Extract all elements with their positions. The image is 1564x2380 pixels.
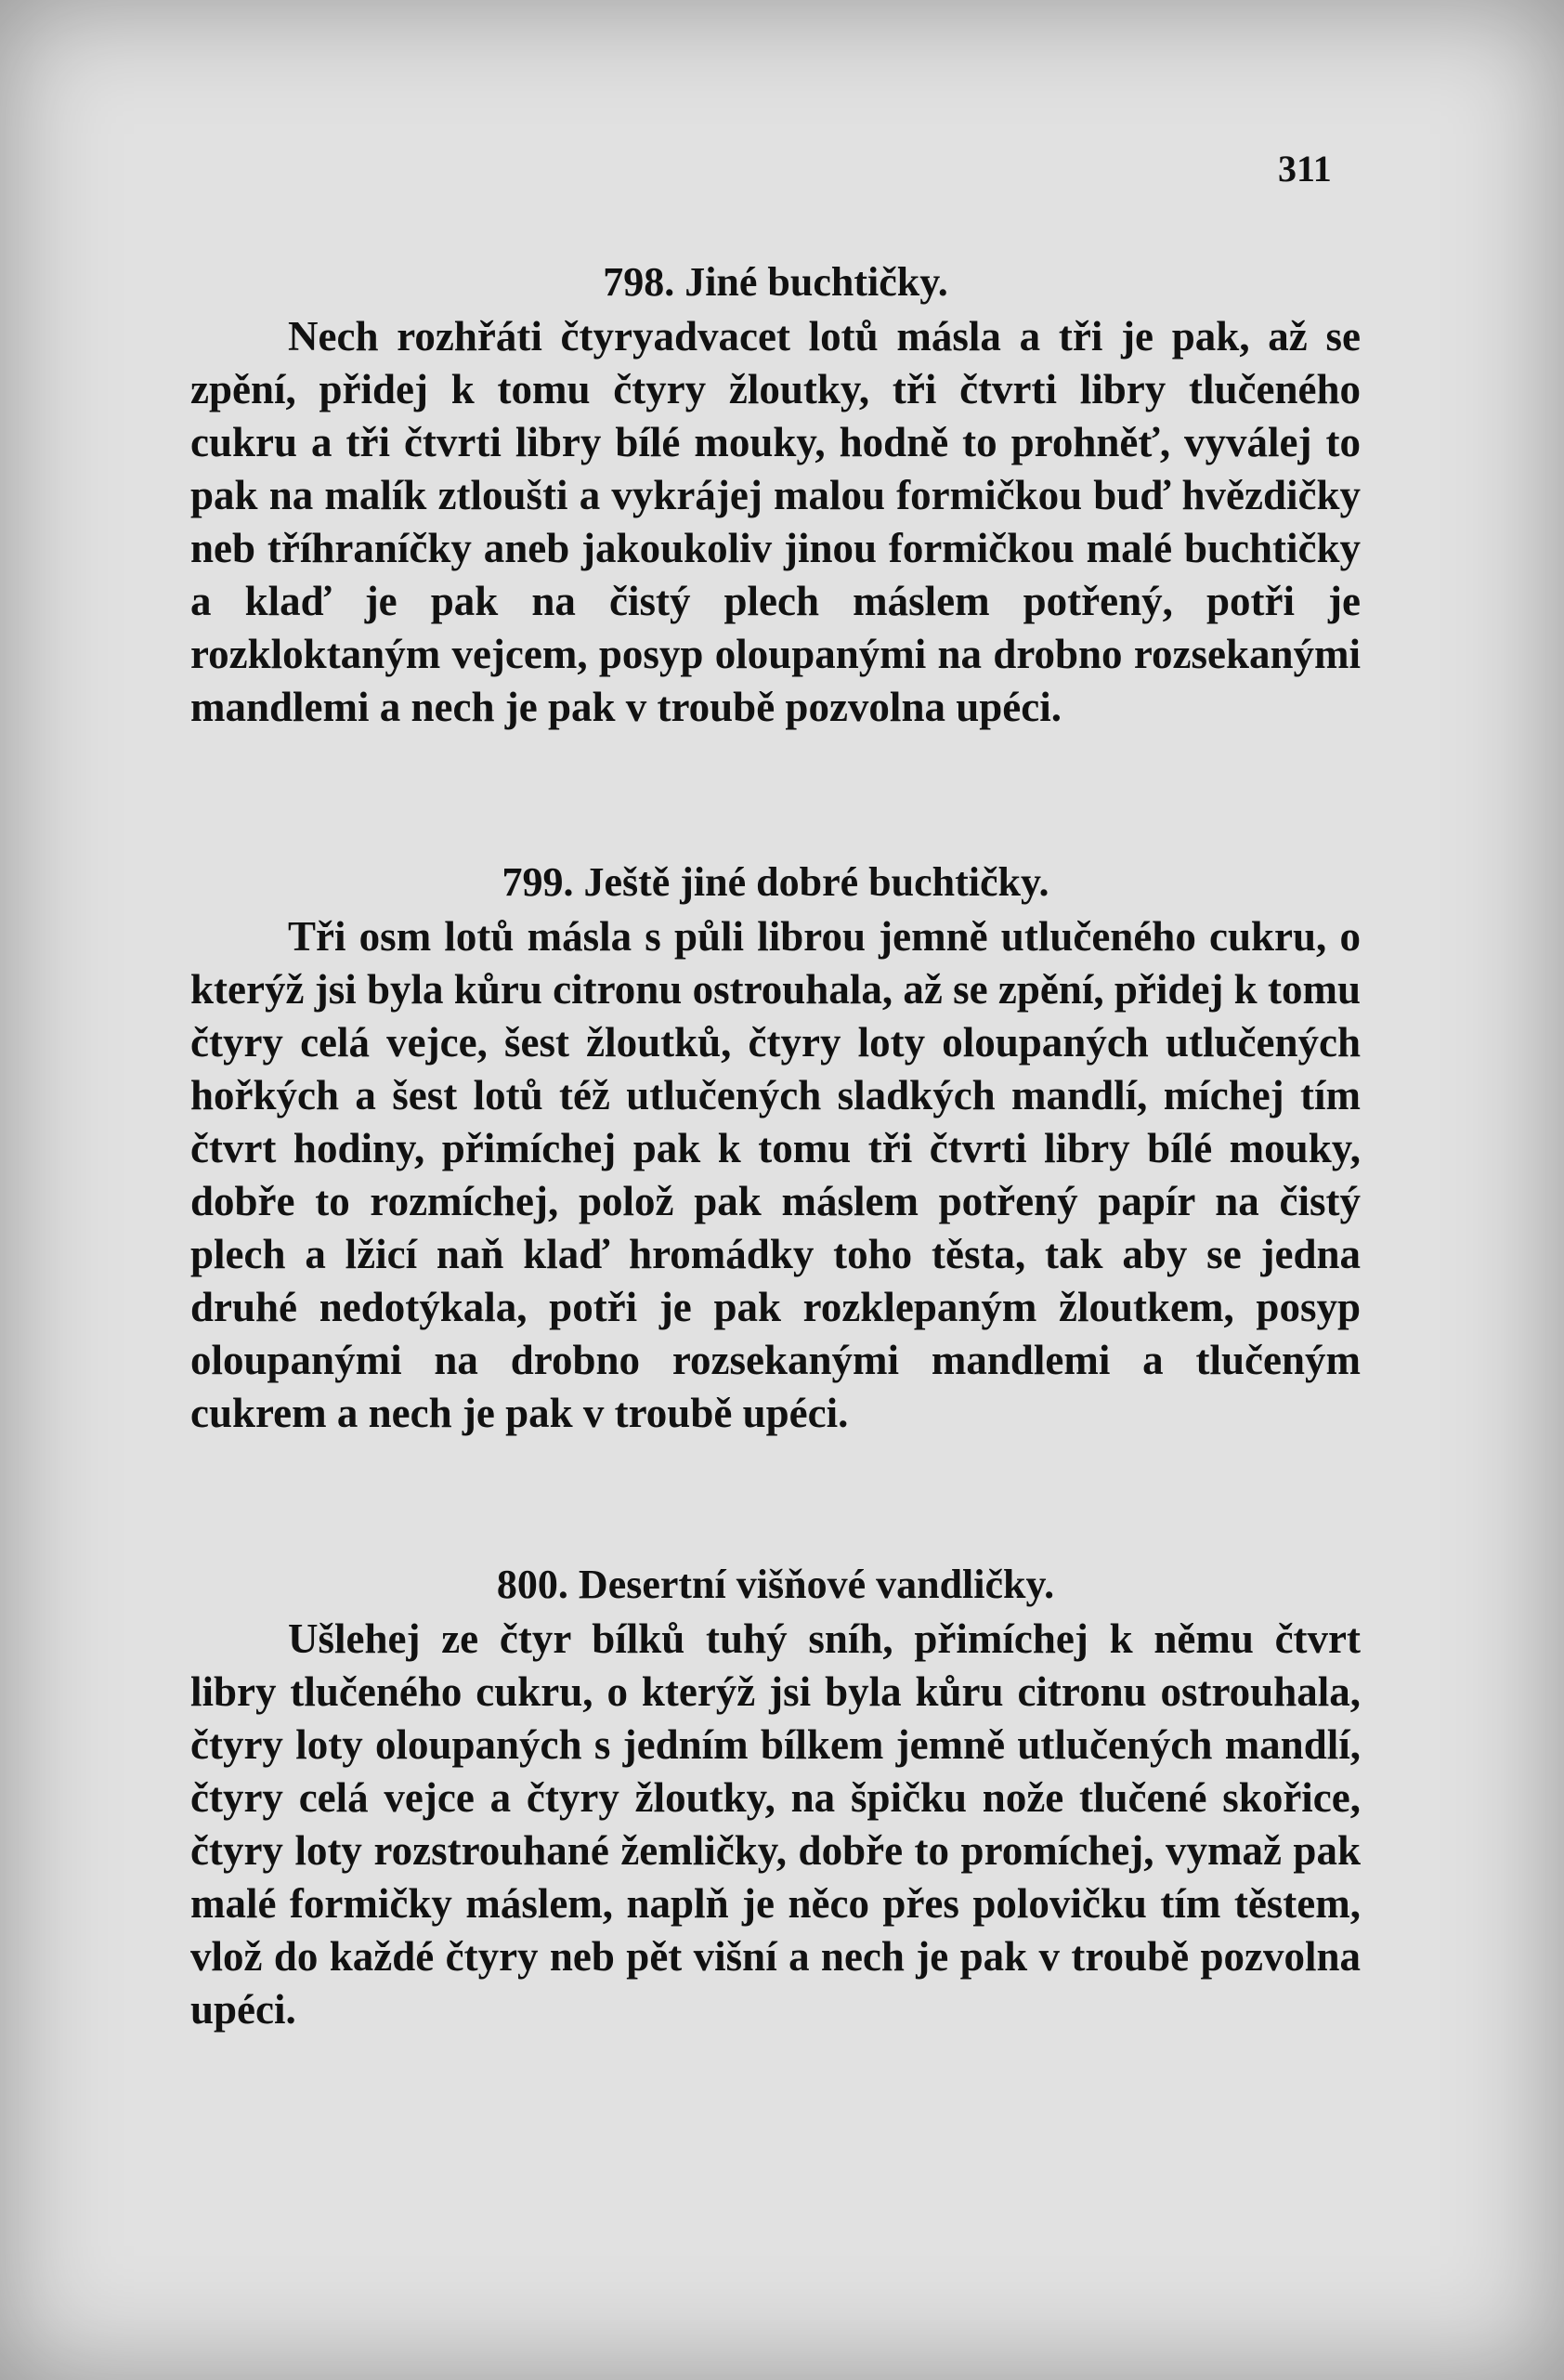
page-number: 311 bbox=[1278, 148, 1332, 190]
recipe-title: 800. Desertní višňové vandličky. bbox=[496, 1562, 1055, 1607]
recipe-798 bbox=[190, 255, 1361, 734]
recipe-text: Ušlehej ze čtyr bílků tuhý sníh, přimíchej k němu čtvrt libry tlučeného cukru, o kterýž jsi byla kůru citronu ostrouhala, čtyry loty oloupaných s jedním bílkem jemně utlučených mandlí, čtyry celá vejce a čtyry žloutky, na špičku nože tlučené skořice, čtyry loty rozstrouhané žemličky, dobře to promíchej, vymaž pak malé formičky máslem, naplň je něco přes polovičku tím těstem, vlož do každé čtyry neb pět višní a nech je pak v troubě pozvolna upéci. bbox=[190, 1615, 1361, 2033]
recipe-800 bbox=[190, 1557, 1361, 2036]
recipe-title: 798. Jiné buchtičky. bbox=[603, 259, 948, 305]
recipe-text: Tři osm lotů másla s půli librou jemně utlučeného cukru, o kterýž jsi byla kůru citronu ostrouhala, až se zpění, přidej k tomu čtyry celá vejce, šest žloutků, čtyry loty oloupaných utlučených hořkých a šest lotů též utlučených sladkých mandlí, míchej tím čtvrt hodiny, přimíchej pak k tomu tři čtvrti libry bílé mouky, dobře to rozmíchej, polož pak máslem potřený papír na čistý plech a lžicí naň klaď hromádky toho těsta, tak aby se jedna druhé nedotýkala, potři je pak rozklepaným žloutkem, posyp oloupanými na drobno rozsekanými mandlemi a tlučeným cukrem a nech je pak v troubě upéci. bbox=[190, 913, 1361, 1436]
recipe-text: Nech rozhřáti čtyryadvacet lotů másla a tři je pak, až se zpění, přidej k tomu čtyry žloutky, tři čtvrti libry tlučeného cukru a tři čtvrti libry bílé mouky, hodně to prohněť, vyválej to pak na malík ztloušti a vykrájej malou formičkou buď hvězdičky neb tříhraníčky aneb jakoukoliv jinou formičkou malé buchtičky a klaď je pak na čistý plech máslem potřený, potři je rozkloktaným vejcem, posyp oloupanými na drobno rozsekanými mandlemi a nech je pak v troubě pozvolna upéci. bbox=[190, 313, 1361, 730]
recipe-799 bbox=[190, 855, 1361, 1440]
recipe-title: 799. Ještě jiné dobré buchtičky. bbox=[502, 859, 1049, 905]
